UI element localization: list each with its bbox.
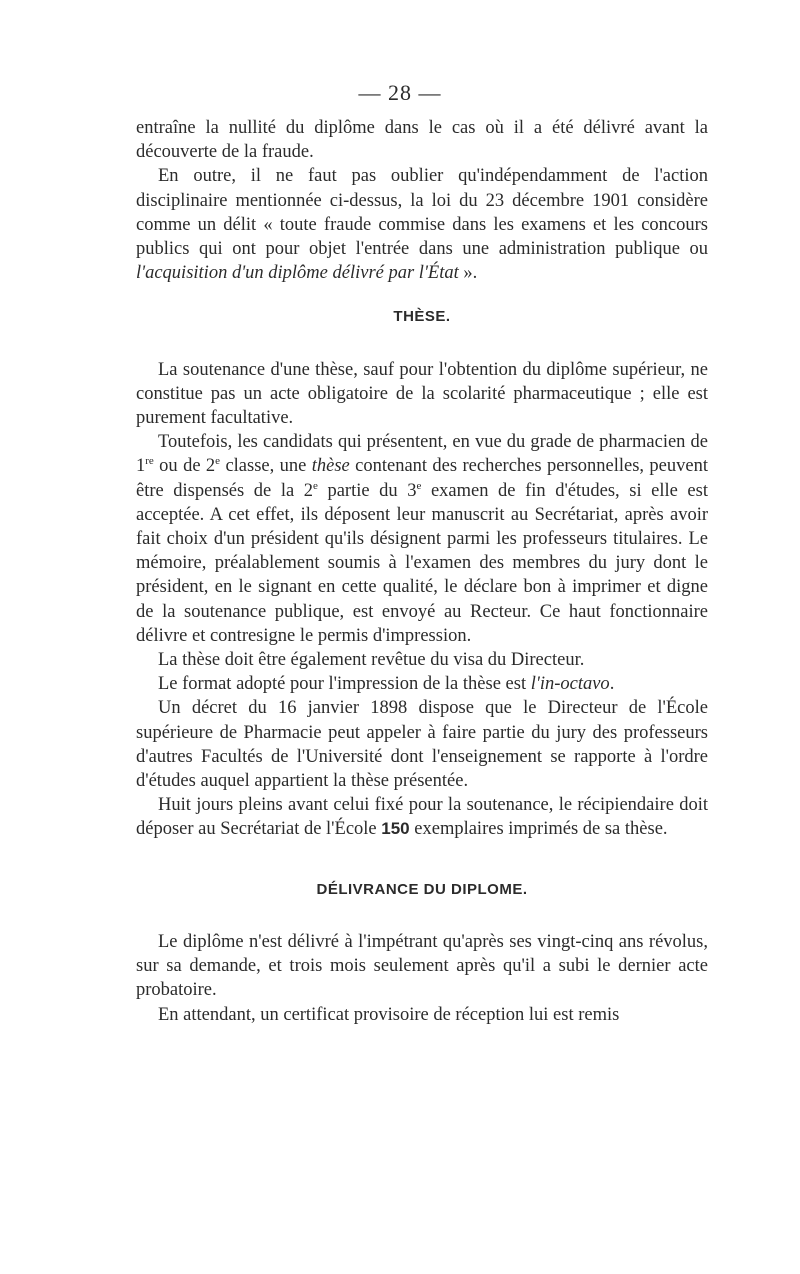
paragraph-fraude-continuation: entraîne la nullité du diplôme dans le cas où il a été délivré avant la découverte de la fraude.	[136, 118, 708, 163]
paragraph-decret-1898: Un décret du 16 janvier 1898 dispose que le Directeur de l'École supérieure de Pharmacie peut appeler à faire partie du jury des professeurs d'autres Facultés de l'Université dont l'enseignement se rapporte à l'ordre d'études auquel appartient la thèse présentée.	[136, 698, 708, 792]
paragraph-format: Le format adopté pour l'impression de la thèse est l'in-octavo.	[158, 674, 615, 695]
paragraph-certificat-provisoire: En attendant, un certificat provisoire de réception lui est remis	[158, 1004, 620, 1025]
exemplaires-count: 150	[381, 819, 410, 839]
italic-quote: l'acquisition d'un diplôme délivré par l'État	[136, 263, 459, 284]
italic-in-octavo: l'in-octavo	[530, 674, 610, 695]
italic-these: thèse	[311, 456, 350, 477]
section-heading-delivrance: DÉLIVRANCE DU DIPLOME.	[316, 880, 528, 898]
paragraph-diplome-delivre: Le diplôme n'est délivré à l'impétrant qu'après ses vingt-cinq ans révolus, sur sa demande, et trois mois seulement après qu'il a subi le dernier acte probatoire.	[136, 931, 708, 1001]
paragraph-loi-1901: En outre, il ne faut pas oublier qu'indépendamment de l'action disciplinaire mentionnée ci-dessus, la loi du 23 décembre 1901 considère comme un délit « toute fraude commise dans les examens et les concours publics qui ont pour objet l'entrée dans une administration publique ou l'acquisition d'un diplôme délivré par l'État ».	[136, 166, 708, 284]
paragraph-visa: La thèse doit être également revêtue du visa du Directeur.	[158, 650, 585, 671]
body-text	[136, 116, 708, 1027]
section-heading-these: THÈSE.	[393, 308, 451, 326]
paragraph-candidats: Toutefois, les candidats qui présentent, en vue du grade de pharmacien de 1re ou de 2e classe, une thèse contenant des recherches personnelles, peuvent être dispensés de la 2e partie du 3e examen de fin d'études, si elle est acceptée. A cet effet, ils déposent leur manuscrit au Secrétariat, après avoir fait choix d'un président qu'ils désignent parmi les professeurs titulaires. Le mémoire, préalablement soumis à l'examen des membres du jury dont le président, en le signant en cette qualité, le déclare bon à imprimer et digne de la soutenance publique, est envoyé au Recteur. Ce haut fonctionnaire délivre et contresigne le permis d'impression.	[136, 432, 708, 646]
paragraph-soutenance: La soutenance d'une thèse, sauf pour l'obtention du diplôme supérieur, ne constitue pas un acte obligatoire de la scolarité pharmaceutique ; elle est purement facultative.	[136, 359, 708, 429]
paragraph-exemplaires: Huit jours pleins avant celui fixé pour la soutenance, le récipiendaire doit déposer au Secrétariat de l'École 150 exemplaires imprimés de sa thèse.	[136, 795, 708, 840]
page-number: — 28 —	[358, 80, 442, 105]
